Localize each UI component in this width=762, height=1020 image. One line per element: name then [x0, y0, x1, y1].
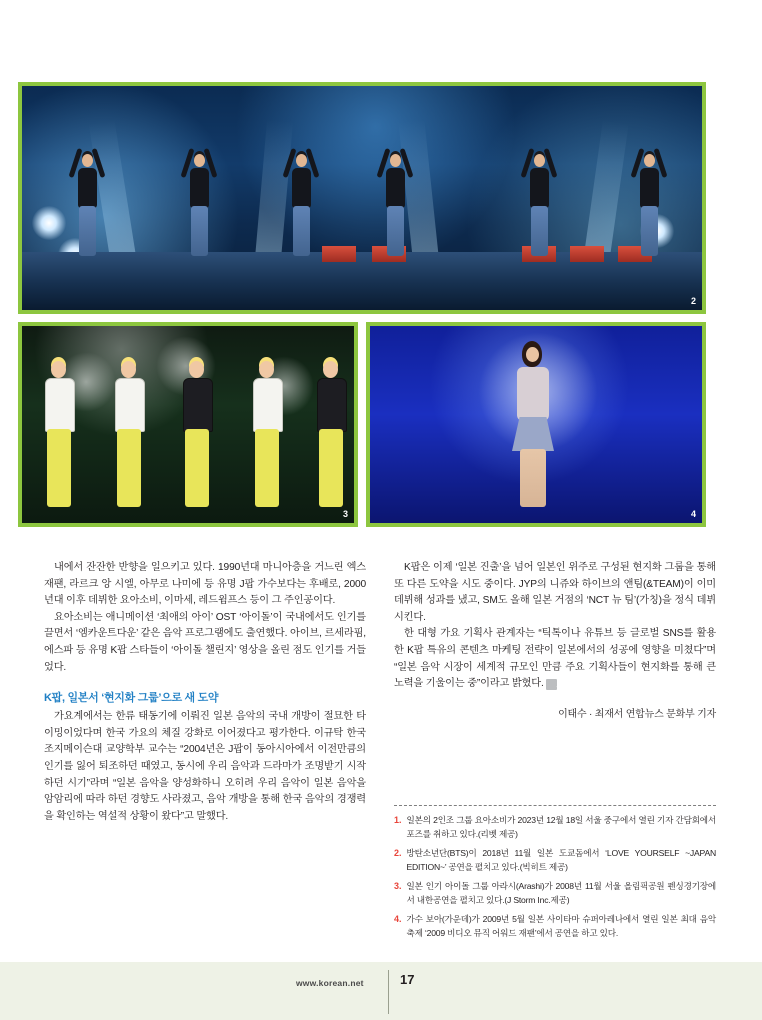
caption-divider [394, 805, 716, 806]
performer-figure [244, 361, 290, 511]
performer-figure [174, 361, 220, 511]
photo-number: 4 [690, 509, 696, 519]
end-mark-icon: ♬ [546, 679, 557, 690]
footer-divider [388, 970, 389, 1014]
photo-number: 2 [690, 296, 696, 306]
stage-prop [570, 246, 604, 262]
performer-figure [70, 146, 104, 258]
caption-number: 2. [394, 848, 402, 858]
caption-number: 1. [394, 815, 402, 825]
performer-figure [284, 146, 318, 258]
performer-figure [182, 146, 216, 258]
paragraph-text: 한 대형 가요 기획사 관계자는 “틱톡이나 유튜브 등 글로벌 SNS를 활용한 K팝 특유의 콘텐츠 마케팅 전략이 일본에서의 성공에 영향을 미쳤다”며 “일본 음악 시장이 세계적 규모인 만큼 주요 기획사들이 현지화를 통해 큰 노력을 기울이는 중”이라고 밝혔다. [394, 628, 716, 690]
page-number: 17 [400, 972, 415, 987]
section-subheading: K팝, 일본서 ‘현지화 그룹’으로 새 도약 [44, 692, 219, 705]
performer-figure [106, 361, 152, 511]
caption-item [394, 913, 716, 940]
caption-text: 방탄소년단(BTS)이 2018년 11월 일본 도쿄돔에서 ‘LOVE YOURSELF ~JAPAN EDITION~’ 공연을 펼치고 있다.(빅히트 제공) [406, 848, 716, 872]
caption-text: 일본의 2인조 그룹 요아소비가 2023년 12월 18일 서울 중구에서 열린 기자 간담회에서 포즈를 취하고 있다.(리벳 제공) [406, 815, 716, 839]
article-body [44, 560, 716, 825]
page-footer [0, 962, 762, 1020]
stage-prop [322, 246, 356, 262]
caption-list [394, 805, 716, 946]
paragraph [394, 626, 716, 692]
caption-text: 일본 인기 아이돌 그룹 아라시(Arashi)가 2008년 11월 서울 올림픽공원 펜싱경기장에서 내한공연을 펼치고 있다.(J Storm Inc.제공) [406, 881, 716, 905]
caption-number: 4. [394, 914, 402, 924]
caption-item [394, 847, 716, 874]
photo-concert-arashi [18, 322, 358, 527]
photo-row [18, 322, 706, 527]
performer-figure [378, 146, 412, 258]
paragraph: K팝은 이제 ‘일본 진출’을 넘어 일본인 위주로 구성된 현지화 그룹을 통해 또 다른 도약을 시도 중이다. JYP의 니쥬와 하이브의 앤팀(&TEAM)이 이미 데뷔해 성과를 냈고, SM도 올해 일본 거점의 ‘NCT 뉴 팀’(가칭)을 정식 데뷔시킨다. [394, 562, 716, 623]
caption-item [394, 880, 716, 907]
caption-number: 3. [394, 881, 402, 891]
paragraph: 내에서 잔잔한 반향을 일으키고 있다. 1990년대 마니아층을 거느린 엑스재팬, 라르크 앙 시엘, 아무로 나미에 등 유명 J팝 가수보다는 후배로, 2000년대 이후 데뷔한 요아소비, 이마세, 레드윔프스 등이 그 주인공이다. [44, 562, 366, 607]
photo-group [18, 82, 706, 527]
footer-content [0, 962, 762, 1020]
column-right [394, 560, 716, 825]
byline: 이태수 · 최재서 연합뉴스 문화부 기자 [558, 708, 716, 720]
performer-figure [522, 146, 556, 258]
caption-text: 가수 보아(가운데)가 2009년 5월 일본 사이타마 슈퍼아레나에서 열린 일본 최대 음악 축제 ‘2009 비디오 뮤직 어워드 재팬’에서 공연을 하고 있다. [406, 914, 716, 938]
caption-item [394, 814, 716, 841]
performer-figure [36, 361, 82, 511]
footer-website: www.korean.net [296, 978, 364, 988]
photo-concert-bts [18, 82, 706, 314]
photo-concert-boa [366, 322, 706, 527]
paragraph: 요아소비는 애니메이션 ‘최애의 아이’ OST ‘아이돌’이 국내에서도 인기를 끌면서 ‘엠카운트다운’ 같은 음악 프로그램에도 출연했다. 아이브, 르세라핌, 에스파 등 유명 K팝 스타들이 ‘아이돌 챌린지’ 영상을 올린 점도 인기를 거들었다. [44, 611, 366, 673]
column-left [44, 560, 366, 825]
paragraph: 가요계에서는 한류 태동기에 이뤄진 일본 음악의 국내 개방이 절묘한 타이밍이었다며 한국 가요의 체질 강화로 이어졌다고 평가한다. 이규탁 한국 조지메이슨대 교양학부 교수는 “2004년은 J팝이 동아시아에서 이전만큼의 인기를 잃어 퇴조하던 때였고, 동시에 우리 음악과 드라마가 조명받기 시작하던 시기”라며 “일본 음악을 양성화하니 오히려 우리 음악이 일본 음악을 암암리에 따라 하던 경향도 사라졌고, 음악 개방을 통해 한국 음악의 경쟁력을 확인하는 역설적 상황이 왔다”고 말했다. [44, 711, 366, 822]
performer-figure [632, 146, 666, 258]
stage-lamp-icon [32, 206, 66, 240]
performer-figure [308, 361, 354, 511]
performer-figure [492, 341, 576, 509]
photo-number: 3 [342, 509, 348, 519]
